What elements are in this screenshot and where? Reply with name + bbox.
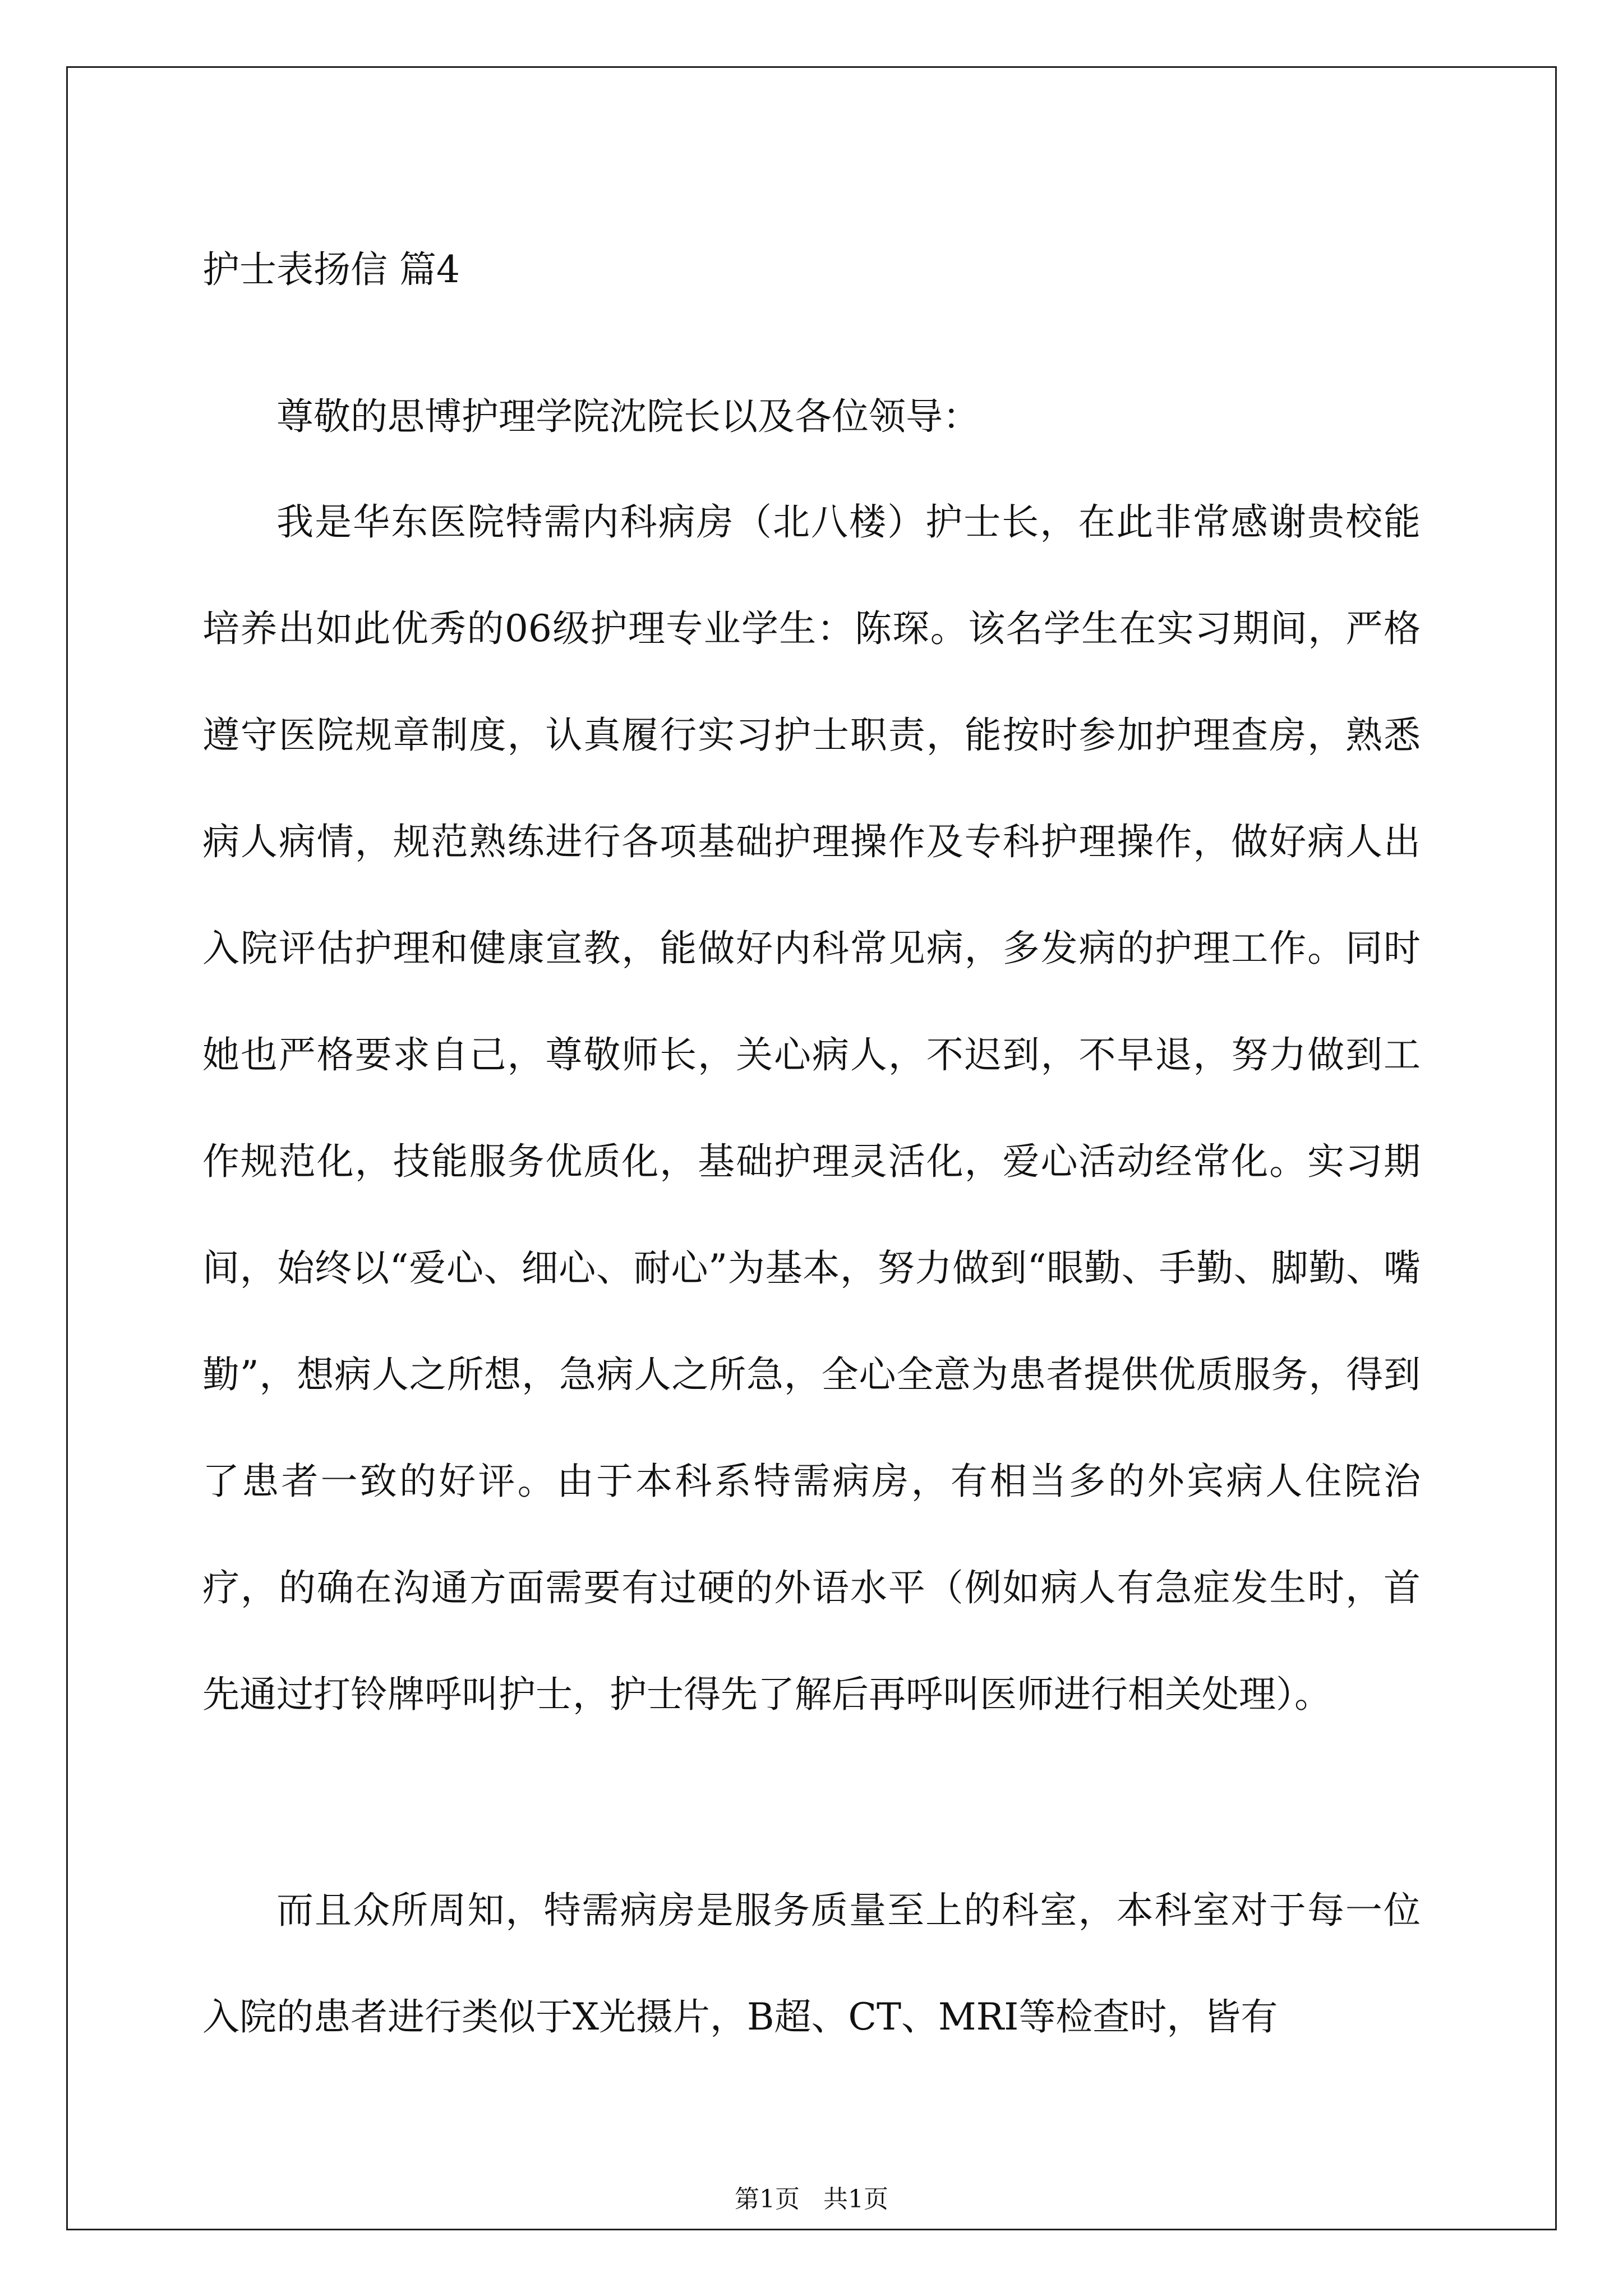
document-title: 护士表扬信 篇4 — [202, 248, 460, 291]
salutation: 尊敬的思博护理学院沈院长以及各位领导： — [276, 395, 980, 438]
body-paragraph-1: 我是华东医院特需内科病房（北八楼）护士长，在此非常感谢贵校能培养出如此优秀的06级护理专业学生：陈琛。该名学生在实习期间，严格遵守医院规章制度，认真履行实习护士职责，能按时参加护理查房，熟悉病人病情，规范熟练进行各项基础护理操作及专科护理操作，做好病人出入院评估护理和健康宣教，能做好内科常见病，多发病的护理工作。同时她也严格要求自己，尊敬师长，关心病人，不迟到，不早退，努力做到工作规范化，技能服务优质化，基础护理灵活化，爱心活动经常化。实习期间，始终以“爱心、细心、耐心”为基本，努力做到“眼勤、手勤、脚勤、嘴勤”，想病人之所想，急病人之所急，全心全意为患者提供优质服务，得到了患者一致的好评。由于本科系特需病房，有相当多的外宾病人住院治疗，的确在沟通方面需要有过硬的外语水平（例如病人有急症发生时，首先通过打铃牌呼叫护士，护士得先了解后再呼叫医师进行相关处理）。 — [202, 500, 1421, 1716]
page-frame — [66, 66, 1557, 2230]
body-paragraph-2: 而且众所周知，特需病房是服务质量至上的科室，本科室对于每一位入院的患者进行类似于X光摄片，B超、CT、MRI等检查时，皆有 — [202, 1889, 1421, 2039]
page-footer: 第1页 共1页 — [735, 2185, 888, 2214]
